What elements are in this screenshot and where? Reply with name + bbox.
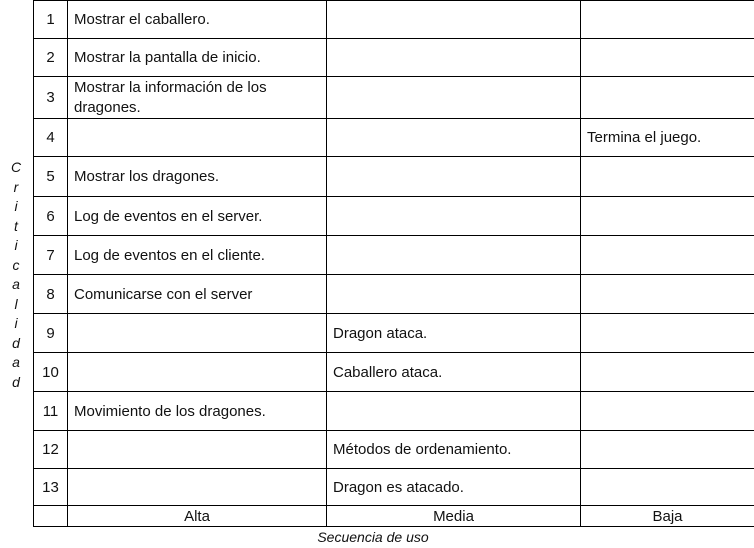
cell-alta: Log de eventos en el server. <box>68 197 327 236</box>
cell-alta: Mostrar la pantalla de inicio. <box>68 39 327 77</box>
table-row <box>34 236 754 275</box>
table-row <box>34 431 754 469</box>
row-number: 7 <box>34 236 68 275</box>
cell-media: Dragon es atacado. <box>327 469 581 506</box>
criticality-axis-label <box>6 158 26 392</box>
cell-alta: Log de eventos en el cliente. <box>68 236 327 275</box>
criticality-letter: C <box>10 159 22 175</box>
cell-baja <box>581 77 754 119</box>
cell-media <box>327 275 581 314</box>
criticality-letter: r <box>13 178 19 195</box>
criticality-letter: i <box>14 315 18 331</box>
row-number: 10 <box>34 353 68 392</box>
row-number: 1 <box>34 1 68 39</box>
table-row <box>34 1 754 39</box>
cell-baja <box>581 39 754 77</box>
usage-sequence-axis-label: Secuencia de uso <box>317 529 429 545</box>
criticality-letter: i <box>14 198 18 214</box>
row-number: 4 <box>34 119 68 157</box>
cell-baja <box>581 469 754 506</box>
row-number: 2 <box>34 39 68 77</box>
cell-media <box>327 157 581 197</box>
cell-media <box>327 77 581 119</box>
cell-media <box>327 197 581 236</box>
cell-baja <box>581 236 754 275</box>
cell-baja <box>581 1 754 39</box>
column-header-row <box>34 506 754 527</box>
row-number: 11 <box>34 392 68 431</box>
cell-alta: Mostrar el caballero. <box>68 1 327 39</box>
table-row <box>34 119 754 157</box>
corner-cell <box>34 506 68 527</box>
table-row <box>34 157 754 197</box>
cell-media <box>327 236 581 275</box>
table-row <box>34 197 754 236</box>
cell-baja <box>581 157 754 197</box>
cell-alta <box>68 431 327 469</box>
row-number: 9 <box>34 314 68 353</box>
cell-alta <box>68 353 327 392</box>
row-number: 6 <box>34 197 68 236</box>
cell-media <box>327 39 581 77</box>
cell-alta: Mostrar la información de los dragones. <box>68 77 327 119</box>
table-row <box>34 275 754 314</box>
row-number: 13 <box>34 469 68 506</box>
table-row <box>34 353 754 392</box>
cell-media <box>327 119 581 157</box>
row-number: 12 <box>34 431 68 469</box>
table-row <box>34 469 754 506</box>
cell-alta <box>68 469 327 506</box>
cell-media: Caballero ataca. <box>327 353 581 392</box>
cell-media <box>327 392 581 431</box>
priority-table <box>33 0 754 527</box>
cell-alta: Mostrar los dragones. <box>68 157 327 197</box>
cell-baja <box>581 353 754 392</box>
cell-alta <box>68 119 327 157</box>
cell-media <box>327 1 581 39</box>
cell-baja <box>581 275 754 314</box>
cell-media: Métodos de ordenamiento. <box>327 431 581 469</box>
criticality-letter: d <box>12 334 20 351</box>
cell-alta: Movimiento de los dragones. <box>68 392 327 431</box>
criticality-letter: t <box>14 217 18 234</box>
cell-alta <box>68 314 327 353</box>
criticality-letter: a <box>12 276 20 292</box>
cell-alta: Comunicarse con el server <box>68 275 327 314</box>
cell-baja: Termina el juego. <box>581 119 754 157</box>
cell-baja <box>581 431 754 469</box>
column-label-alta: Alta <box>68 506 327 527</box>
criticality-letter: c <box>12 256 20 273</box>
criticality-letter: d <box>12 373 20 390</box>
row-number: 3 <box>34 77 68 119</box>
column-label-baja: Baja <box>581 506 754 527</box>
cell-baja <box>581 314 754 353</box>
column-label-media: Media <box>327 506 581 527</box>
table-row <box>34 39 754 77</box>
cell-baja <box>581 197 754 236</box>
criticality-letter: i <box>14 237 18 253</box>
cell-baja <box>581 392 754 431</box>
criticality-letter: a <box>12 354 20 370</box>
table-row <box>34 314 754 353</box>
row-number: 5 <box>34 157 68 197</box>
row-number: 8 <box>34 275 68 314</box>
table-row <box>34 392 754 431</box>
cell-media: Dragon ataca. <box>327 314 581 353</box>
criticality-letter: l <box>14 295 18 312</box>
table-row <box>34 77 754 119</box>
